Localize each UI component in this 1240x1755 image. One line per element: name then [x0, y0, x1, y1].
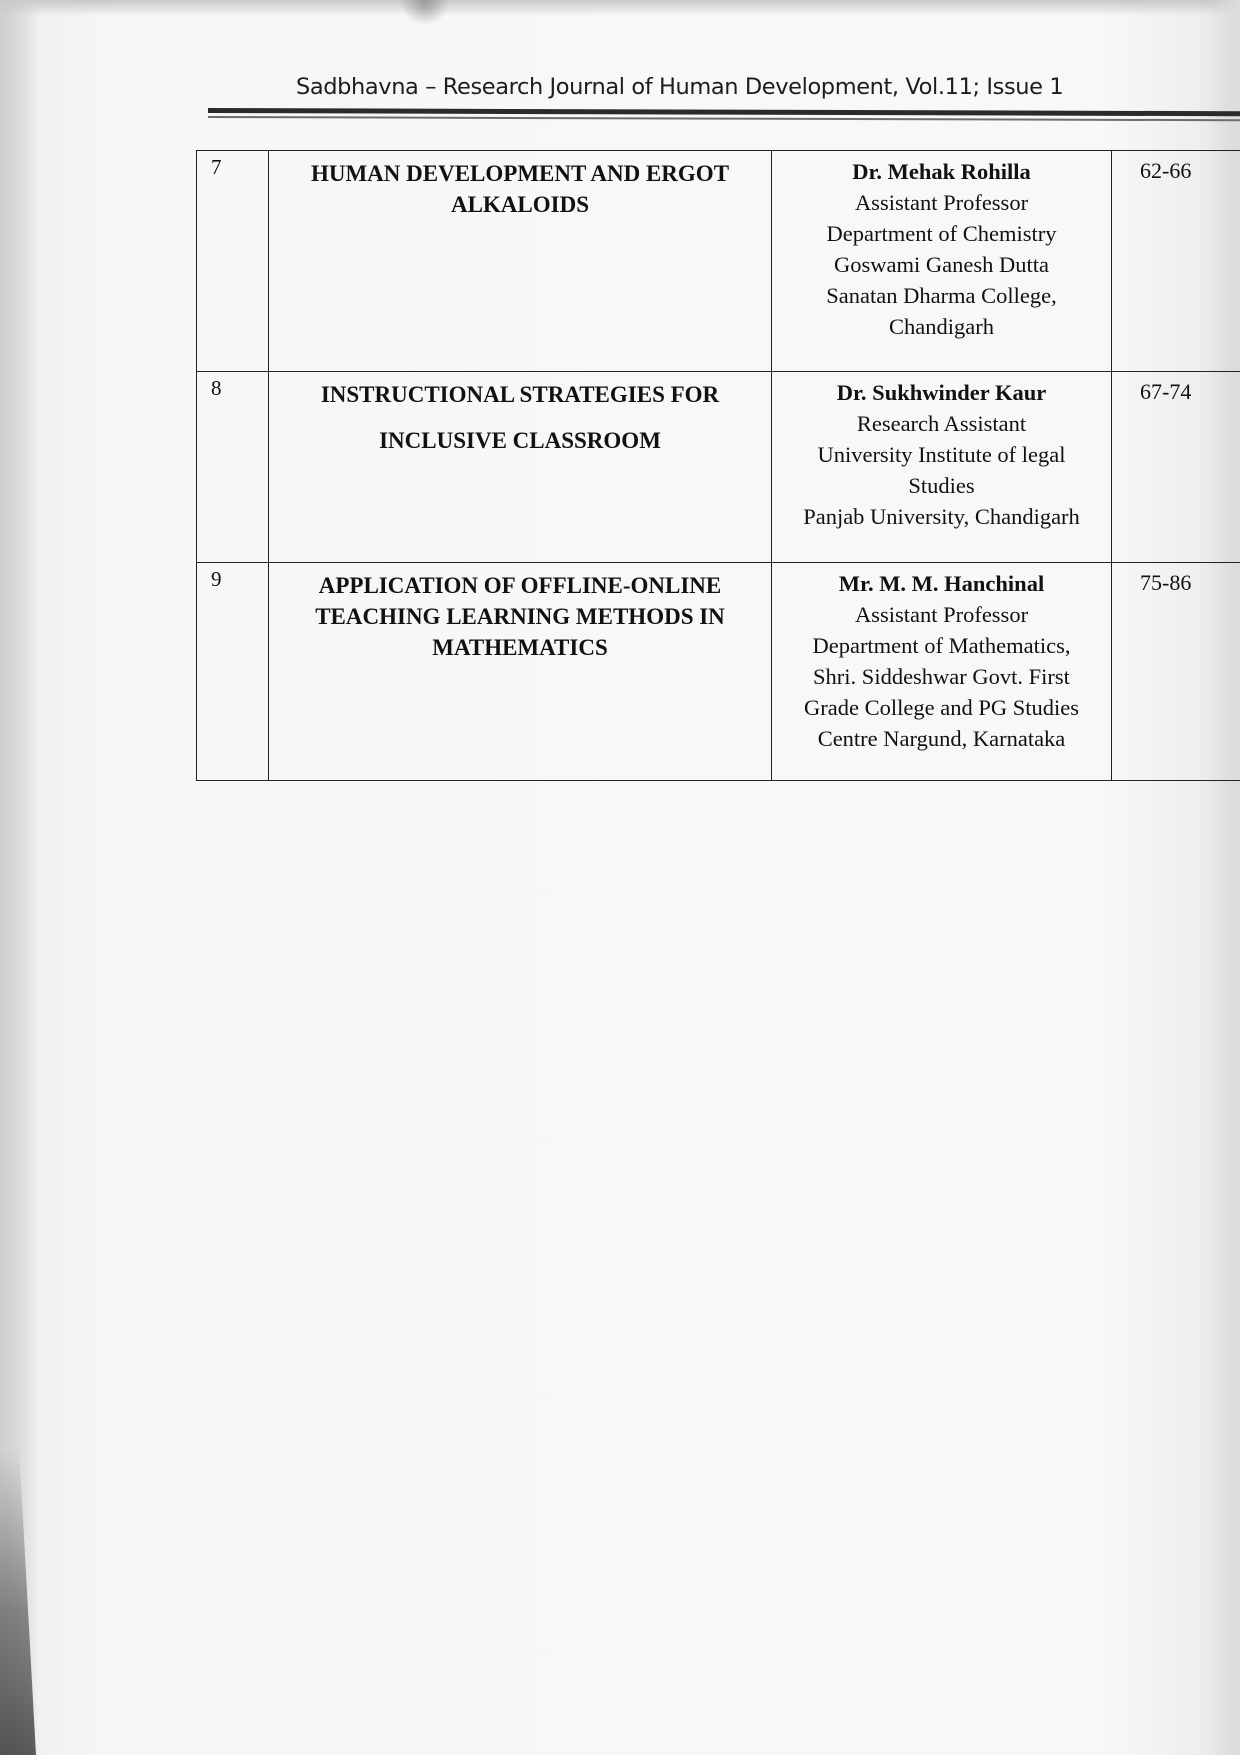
- author-affiliation-line: Department of Chemistry: [826, 221, 1057, 246]
- author-affiliation-line: Studies: [908, 473, 975, 498]
- author-affiliation-line: University Institute of legal: [817, 442, 1066, 467]
- entry-pages: 62-66: [1112, 151, 1240, 372]
- author-name: Dr. Mehak Rohilla: [852, 159, 1031, 184]
- author-name: Dr. Sukhwinder Kaur: [836, 380, 1047, 405]
- entry-author: [772, 151, 1112, 372]
- entry-title-line: HUMAN DEVELOPMENT AND ERGOT: [310, 161, 730, 186]
- entry-title-line: ALKALOIDS: [450, 192, 590, 217]
- author-affiliation-line: Department of Mathematics,: [812, 633, 1071, 658]
- entry-number: 7: [197, 151, 269, 372]
- author-affiliation-line: Sanatan Dharma College,: [826, 283, 1057, 308]
- entry-author: [772, 563, 1112, 781]
- author-affiliation-line: Goswami Ganesh Dutta: [834, 252, 1049, 277]
- author-affiliation-line: Chandigarh: [889, 314, 994, 339]
- entry-pages: 67-74: [1112, 372, 1240, 563]
- author-affiliation-line: Research Assistant: [856, 411, 1027, 436]
- author-affiliation-line: Shri. Siddeshwar Govt. First: [813, 664, 1070, 689]
- table-row: [197, 151, 1240, 372]
- contents-table: [196, 150, 1240, 781]
- running-header: Sadbhavna – Research Journal of Human Development, Vol.11; Issue 1: [296, 74, 1064, 100]
- entry-title: [269, 563, 772, 781]
- table-row: [197, 372, 1240, 563]
- entry-title-line: MATHEMATICS: [432, 635, 608, 660]
- author-affiliation-line: Assistant Professor: [854, 190, 1029, 215]
- author-affiliation-line: Panjab University, Chandigarh: [803, 504, 1080, 529]
- author-affiliation-line: Assistant Professor: [854, 602, 1029, 627]
- entry-title-line: TEACHING LEARNING METHODS IN: [315, 604, 725, 629]
- entry-author: [772, 372, 1112, 563]
- entry-title-line: INCLUSIVE CLASSROOM: [379, 428, 661, 453]
- header-rule: [208, 108, 1240, 116]
- author-affiliation-line: Grade College and PG Studies: [804, 695, 1079, 720]
- header-rule-thin: [208, 116, 1240, 121]
- paper-fold-mark: [400, 0, 450, 26]
- author-name: Mr. M. M. Hanchinal: [838, 571, 1045, 596]
- entry-number: 8: [197, 372, 269, 563]
- author-affiliation-line: Centre Nargund, Karnataka: [817, 726, 1066, 751]
- entry-pages: 75-86: [1112, 563, 1240, 781]
- table-row: [197, 563, 1240, 781]
- entry-number: 9: [197, 563, 269, 781]
- page-edge-shadow-top: [0, 0, 1240, 16]
- entry-title: [269, 151, 772, 372]
- entry-title-line: APPLICATION OF OFFLINE-ONLINE: [318, 573, 722, 598]
- entry-title: [269, 372, 772, 563]
- entry-title-line: INSTRUCTIONAL STRATEGIES FOR: [320, 382, 720, 407]
